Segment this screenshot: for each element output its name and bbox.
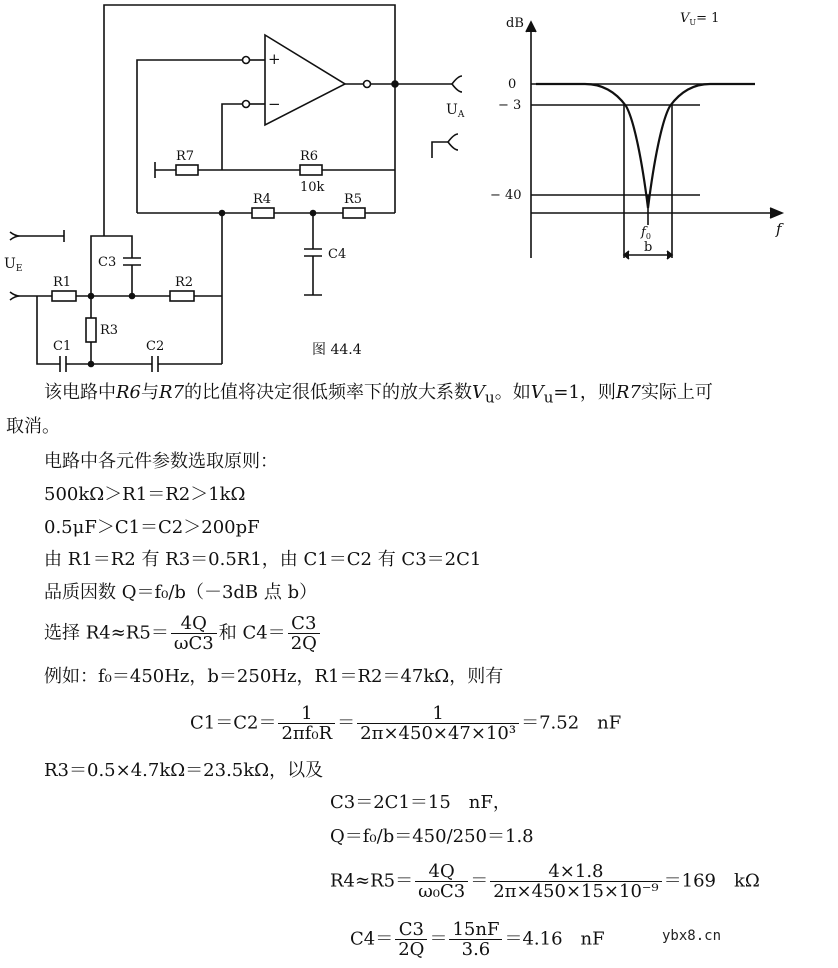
label-c1: C1	[53, 339, 72, 354]
plus-label: +	[268, 50, 281, 68]
f0-label: $f_0$	[641, 225, 651, 241]
capacitor-c2	[152, 356, 158, 372]
resistor-r4	[252, 208, 274, 218]
rule-capacitance: 0.5μF＞C1＝C2＞200pF	[44, 517, 260, 538]
resistor-r5	[343, 208, 365, 218]
figure-caption: 图 44.4	[312, 342, 362, 358]
notch-response-curve	[536, 84, 755, 208]
label-r6: R6	[300, 149, 319, 164]
label-c3: C3	[98, 255, 117, 270]
y-tick-minus40: − 40	[490, 188, 522, 203]
label-r4: R4	[253, 192, 272, 207]
rule-r3-c3: 由 R1＝R2 有 R3＝0.5R1，由 C1＝C2 有 C3＝2C1	[44, 549, 482, 570]
label-r2: R2	[175, 275, 194, 290]
watermark: ybx8.cn	[662, 928, 722, 944]
equation-c3: C3＝2C1＝15 nF，	[330, 792, 511, 813]
resistor-r7	[176, 165, 198, 175]
y-unit-label: dB	[506, 16, 524, 31]
minus-label: −	[268, 95, 281, 113]
selection-formula: 选择 R4≈R5＝ $\frac{4Q}{\omega C3}$ 和 C4＝ $\frac{C3}{2Q}$	[44, 614, 322, 653]
example-line: 例如：f₀＝450Hz，b＝250Hz，R1＝R2＝47kΩ，则有	[44, 666, 504, 687]
y-tick-0: 0	[508, 77, 517, 92]
notch-filter-circuit	[10, 5, 462, 372]
label-r6-value: 10k	[300, 180, 325, 195]
label-r7: R7	[176, 149, 195, 164]
principles-heading: 电路中各元件参数选取原则：	[44, 451, 278, 472]
capacitor-c4	[304, 249, 322, 256]
resistor-r3	[86, 318, 96, 342]
label-c2: C2	[146, 339, 165, 354]
rule-resistance: 500kΩ＞R1＝R2＞1kΩ	[44, 484, 246, 505]
resistor-r6	[300, 165, 322, 175]
y-tick-minus3: − 3	[498, 98, 522, 113]
label-c4: C4	[328, 247, 347, 262]
paragraph-1-line-2: 取消。	[6, 416, 60, 437]
equation-c4: C4＝ $\frac{C3}{2Q}$ ＝ $\frac{15nF}{3.6}$ ＝4.16 nF	[350, 919, 605, 960]
label-r1: R1	[53, 275, 72, 290]
capacitor-c1	[60, 356, 66, 372]
gain-label: $V_U= 1$	[680, 11, 720, 27]
equation-q: Q＝f₀/b＝450/250＝1.8	[330, 826, 534, 847]
quality-factor-definition: 品质因数 Q＝f₀/b（－3dB 点 b）	[44, 582, 318, 603]
equation-c1-c2: C1＝C2＝ $\frac{1}{\text{2πf₀R}}$ ＝ $\frac{1}{\text{2π×450×47×10³}}$ ＝7.52 nF	[190, 703, 622, 744]
resistor-r2	[170, 291, 194, 301]
capacitor-c3	[123, 258, 141, 265]
x-axis-label: f	[776, 220, 782, 238]
paragraph-1-line-1: 该电路中R6与R7的比值将决定很低频率下的放大系数$V_u$。如$V_u=1$，则R7实际上可	[44, 382, 713, 407]
figure-44-4	[0, 0, 838, 375]
label-r3: R3	[100, 323, 119, 338]
label-r5: R5	[344, 192, 363, 207]
label-ue: $U_E$	[4, 256, 23, 274]
equation-r4-r5: R4≈R5＝ $\frac{4Q}{\text{ω₀C3}}$ ＝ $\frac{4\times 1.8}{\text{2π×450×15×10⁻⁹}}$ ＝169 kΩ	[330, 861, 760, 902]
equation-r3: R3＝0.5×4.7kΩ＝23.5kΩ，以及	[44, 760, 324, 781]
bandwidth-label: b	[644, 240, 653, 255]
label-ua: $U_A$	[446, 102, 465, 120]
resistor-r1	[52, 291, 76, 301]
frequency-response-plot	[526, 22, 782, 259]
